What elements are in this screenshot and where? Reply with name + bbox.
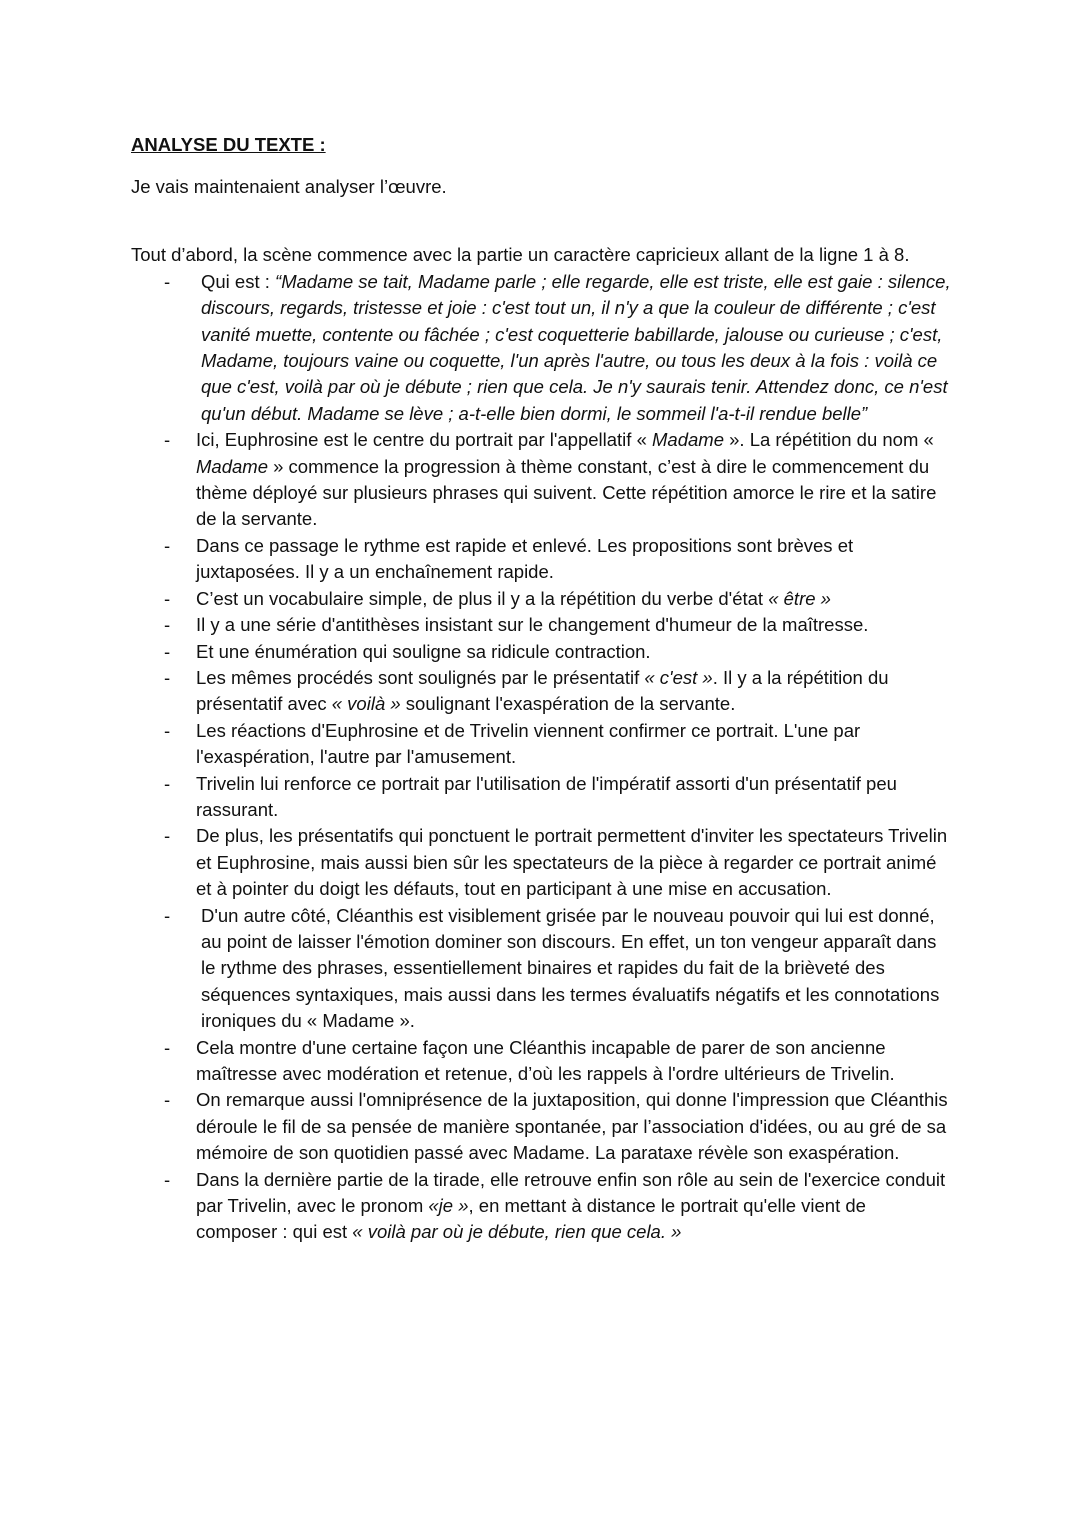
bullet-dash: - [164,429,171,451]
bullet-italic-text: “Madame se tait, Madame parle ; elle regarde, elle est triste, elle est gaie : silence, discours, regards, tristesse et joie : c'est tout un, il n'y a que la couleur de différente ; c'est vanité muette, contente ou fâchée ; c'est coquetterie babillarde, jalouse ou curieuse ; c'est, Madame, toujours vaine ou coquette, l'un après l'autre, ou tous les deux à la fois : voilà ce que c'est, voilà par où je débute ; rien que cela. Je n'y saurais tenir. Attendez donc, ce n'est qu'un début. Madame se lève ; a-t-elle bien dormi, le sommeil l'a-t-il rendue belle” [201,270,951,424]
bullet-dash: - [164,719,171,741]
bullet-text: Et une énumération qui souligne sa ridicule contraction. [196,640,651,662]
analysis-bullet-item [131,823,952,902]
bullet-text: On remarque aussi l'omniprésence de la juxtaposition, qui donne l'impression que Cléanthis déroule le fil de sa pensée de manière spontanée, par l’association d'idées, ou au gré de sa mémoire de son quotidien passé avec Madame. La parataxe révèle son exaspération. [196,1089,948,1164]
bullet-dash: - [164,1036,171,1058]
bullet-italic-text: «je » [428,1195,469,1217]
bullet-text: ». La répétition du nom « [724,429,934,451]
analysis-bullet-item [131,771,952,824]
analysis-bullet-item [131,586,952,612]
bullet-dash: - [164,772,171,794]
analysis-bullet-item [131,903,952,1035]
bullet-dash: - [164,666,171,688]
analysis-bullet-item [131,269,952,427]
bullet-text: Dans ce passage le rythme est rapide et enlevé. Les propositions sont brèves et juxtaposées. Il y a un enchaînement rapide. [196,534,854,583]
analysis-bullet-item [131,1035,952,1088]
bullet-italic-text: Madame [196,455,268,477]
analysis-bullet-item [131,1087,952,1166]
bullet-text: Cela montre d'une certaine façon une Cléanthis incapable de parer de son ancienne maîtresse avec modération et retenue, d’où les rappels à l'ordre ultérieurs de Trivelin. [196,1036,895,1084]
lead-paragraph: Tout d’abord, la scène commence avec la partie un caractère capricieux allant de la ligne 1 à 8. [131,244,910,266]
analysis-bullet-item [131,1167,952,1246]
bullet-dash: - [164,614,171,636]
bullet-text: D'un autre côté, Cléanthis est visiblement grisée par le nouveau pouvoir qui lui est donné, au point de laisser l'émotion dominer son discours. En effet, un ton vengeur apparaît dans le rythme des phrases, essentiellement binaires et rapides du fait de la brièveté des séquences syntaxiques, mais aussi dans les termes évaluatifs négatifs et les connotations ironiques du « Madame ». [201,904,940,1032]
analysis-bullet-item [131,718,952,771]
bullet-italic-text: « c'est » [644,666,713,688]
bullet-text: C’est un vocabulaire simple, de plus il y a la répétition du verbe d'état [196,587,769,609]
bullet-dash: - [164,904,171,926]
bullet-text: Ici, Euphrosine est le centre du portrait par l'appellatif « [196,429,653,451]
intro-paragraph: Je vais maintenaient analyser l’œuvre. [131,176,447,197]
bullet-text: . Il y a la répétition du présentatif avec [196,666,889,715]
bullet-text: Il y a une série d'antithèses insistant sur le changement d'humeur de la maîtresse. [196,614,869,636]
bullet-dash: - [164,1089,171,1111]
bullet-dash: - [164,1168,171,1190]
bullet-text: » commence la progression à thème constant, c’est à dire le commencement du thème déployé sur plusieurs phrases qui suivent. Cette répétition amorce le rire et la satire de la servante. [196,455,937,530]
bullet-dash: - [164,640,171,662]
analysis-bullet-item [131,612,952,638]
analysis-bullet-list [131,269,952,1246]
bullet-dash: - [164,825,171,847]
bullet-dash: - [164,270,171,292]
analysis-bullet-item [131,639,952,665]
bullet-text: , en mettant à distance le portrait qu'elle vient de composer : qui est [196,1195,866,1243]
bullet-text: Qui est : [201,270,276,292]
bullet-italic-text: Madame [652,429,724,451]
bullet-text: Trivelin lui renforce ce portrait par l'utilisation de l'impératif assorti d'un présentatif peu rassurant. [196,772,897,820]
bullet-dash: - [164,587,171,609]
bullet-text: Dans la dernière partie de la tirade, elle retrouve enfin son rôle au sein de l'exercice conduit par Trivelin, avec le pronom [196,1168,946,1217]
analysis-bullet-item [131,665,952,718]
bullet-text: soulignant l'exaspération de la servante. [400,693,736,715]
bullet-text: Les réactions d'Euphrosine et de Trivelin viennent confirmer ce portrait. L'une par l'exaspération, l'autre par l'amusement. [196,719,861,768]
section-heading: ANALYSE DU TEXTE : [131,134,326,155]
bullet-italic-text: « être » [768,587,831,609]
bullet-italic-text: « voilà » [331,693,401,715]
bullet-text: Les mêmes procédés sont soulignés par le présentatif [196,666,645,688]
bullet-italic-text: « voilà par où je débute, rien que cela. » [352,1221,682,1243]
analysis-bullet-item [131,427,952,533]
bullet-text: De plus, les présentatifs qui ponctuent le portrait permettent d'inviter les spectateurs Trivelin et Euphrosine, mais aussi bien sûr les spectateurs de la pièce à regarder ce portrait animé et à pointer du doigt les défauts, tout en participant à une mise en accusation. [196,825,948,900]
analysis-bullet-item [131,533,952,586]
bullet-dash: - [164,534,171,556]
